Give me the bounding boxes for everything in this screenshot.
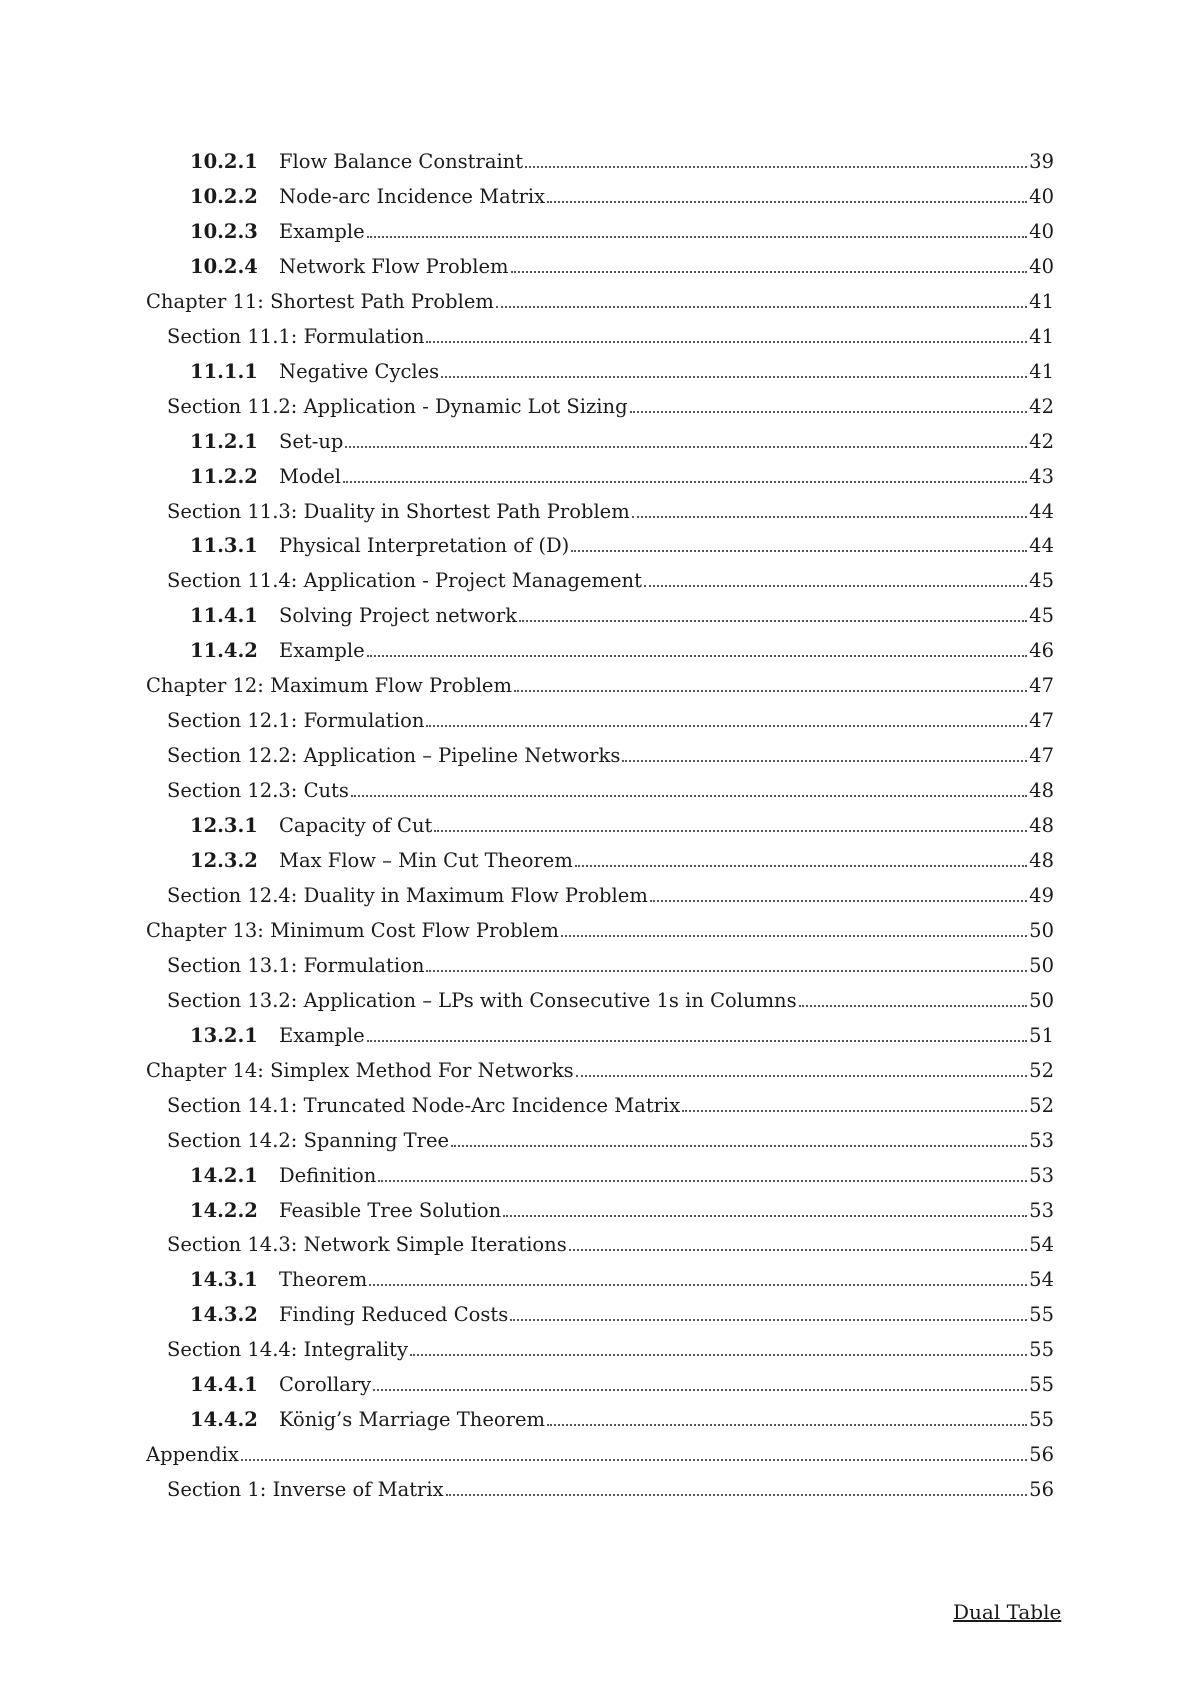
toc-entry-number: 11.2.1	[190, 429, 258, 453]
toc-entry-page-number: 55	[1029, 1408, 1054, 1432]
toc-entry[interactable]	[190, 1014, 1054, 1048]
toc-entry-page-number: 40	[1029, 219, 1054, 243]
toc-entry[interactable]	[167, 1223, 1054, 1257]
toc-entry-title: Example	[279, 639, 365, 663]
dot-leader	[514, 690, 1027, 692]
dot-leader	[682, 1110, 1027, 1112]
toc-entry-title: Section 12.2: Application – Pipeline Networks	[167, 744, 621, 768]
dot-leader	[569, 1249, 1027, 1251]
toc-entry-page-number: 45	[1029, 604, 1054, 628]
toc-entry-number: 11.4.1	[190, 604, 258, 628]
dot-leader	[241, 1459, 1027, 1461]
dot-leader	[799, 1005, 1028, 1007]
dot-leader	[367, 655, 1028, 657]
toc-entry-page-number: 41	[1029, 324, 1054, 348]
toc-entry[interactable]	[190, 1398, 1054, 1432]
dot-leader	[434, 830, 1027, 832]
toc-entry-page-number: 53	[1029, 1128, 1054, 1152]
toc-entry-title: Section 13.2: Application – LPs with Consecutive 1s in Columns	[167, 988, 797, 1012]
toc-entry-number: 14.2.1	[190, 1163, 258, 1187]
toc-entry-number: 10.2.4	[190, 254, 258, 278]
toc-entry-title: Solving Project network	[279, 604, 518, 628]
dot-leader	[576, 1075, 1028, 1077]
dot-leader	[446, 1494, 1028, 1496]
toc-entry-page-number: 40	[1029, 184, 1054, 208]
toc-entry-number: 10.2.2	[190, 184, 258, 208]
toc-entry-title: Section 13.1: Formulation	[167, 953, 425, 977]
toc-entry-title: Section 12.1: Formulation	[167, 709, 425, 733]
toc-entry-number: 11.2.2	[190, 464, 258, 488]
toc-entry-page-number: 41	[1029, 359, 1054, 383]
toc-entry-title: Section 1: Inverse of Matrix	[167, 1478, 444, 1502]
toc-entry-page-number: 40	[1029, 254, 1054, 278]
toc-entry[interactable]	[167, 1084, 1054, 1118]
toc-entry[interactable]	[146, 1433, 1054, 1467]
toc-entry[interactable]	[190, 210, 1054, 244]
dot-leader	[343, 481, 1027, 483]
toc-entry[interactable]	[167, 1119, 1054, 1153]
dual-table-link[interactable]: Dual Table	[953, 1600, 1062, 1624]
toc-entry[interactable]	[190, 804, 1054, 838]
dot-leader	[644, 585, 1027, 587]
toc-entry-title: Appendix	[146, 1443, 239, 1467]
toc-entry-title: Section 11.3: Duality in Shortest Path Problem	[167, 499, 630, 523]
dot-leader	[511, 271, 1028, 273]
dot-leader	[650, 900, 1027, 902]
toc-entry[interactable]	[190, 524, 1054, 558]
toc-entry-title: Finding Reduced Costs	[279, 1303, 509, 1327]
dot-leader	[345, 446, 1027, 448]
toc-entry-page-number: 55	[1029, 1303, 1054, 1327]
toc-entry[interactable]	[146, 664, 1054, 698]
toc-entry[interactable]	[190, 245, 1054, 279]
toc-entry[interactable]	[190, 629, 1054, 663]
toc-entry-page-number: 39	[1029, 150, 1054, 173]
toc-entry-page-number: 42	[1029, 429, 1054, 453]
toc-entry[interactable]	[190, 1154, 1054, 1188]
toc-entry-number: 12.3.2	[190, 849, 258, 872]
toc-entry[interactable]	[167, 559, 1054, 593]
toc-entry[interactable]	[190, 175, 1054, 209]
dot-leader	[547, 201, 1027, 203]
toc-entry-title: Section 12.3: Cuts	[167, 779, 349, 803]
toc-entry-page-number: 55	[1029, 1338, 1054, 1362]
toc-entry-page-number: 51	[1029, 1023, 1054, 1047]
toc-entry[interactable]	[190, 1189, 1054, 1223]
toc-entry-title: Section 11.2: Application - Dynamic Lot Sizing	[167, 394, 628, 418]
toc-entry[interactable]	[190, 140, 1054, 174]
toc-entry[interactable]	[190, 1258, 1054, 1292]
toc-entry-page-number: 46	[1029, 639, 1054, 663]
toc-entry-page-number: 53	[1029, 1163, 1054, 1187]
toc-entry[interactable]	[190, 839, 1054, 873]
toc-entry[interactable]	[167, 490, 1054, 524]
toc-entry-page-number: 48	[1029, 779, 1054, 803]
toc-entry-page-number: 44	[1029, 534, 1054, 558]
toc-entry[interactable]	[146, 280, 1054, 314]
toc-entry[interactable]	[190, 1293, 1054, 1327]
dot-leader	[496, 306, 1027, 308]
toc-entry[interactable]	[146, 909, 1054, 943]
toc-entry-page-number: 48	[1029, 814, 1054, 838]
toc-entry-page-number: 47	[1029, 674, 1054, 698]
toc-entry-page-number: 49	[1029, 883, 1054, 907]
toc-entry-title: Flow Balance Constraint	[279, 150, 524, 173]
toc-entry-number: 14.3.1	[190, 1268, 258, 1292]
toc-entry-title: Physical Interpretation of (D)	[279, 534, 570, 558]
dot-leader	[451, 1145, 1027, 1147]
dot-leader	[525, 166, 1027, 168]
toc-entry[interactable]	[167, 734, 1054, 768]
toc-entry[interactable]	[190, 350, 1054, 384]
toc-entry[interactable]	[167, 385, 1054, 419]
toc-entry-page-number: 50	[1029, 953, 1054, 977]
toc-entry-title: Section 14.2: Spanning Tree	[167, 1128, 450, 1152]
toc-entry-number: 14.4.1	[190, 1373, 258, 1397]
toc-entry-title: Section 14.4: Integrality	[167, 1338, 408, 1362]
toc-entry-page-number: 54	[1029, 1268, 1054, 1292]
toc-entry-number: 11.4.2	[190, 639, 258, 663]
toc-entry-title: Section 14.1: Truncated Node-Arc Incidence Matrix	[167, 1093, 681, 1117]
dot-leader	[510, 1319, 1027, 1321]
toc-entry-page-number: 52	[1029, 1093, 1054, 1117]
toc-entry-page-number: 56	[1029, 1443, 1054, 1467]
toc-entry-page-number: 56	[1029, 1478, 1054, 1502]
toc-entry-page-number: 47	[1029, 744, 1054, 768]
toc-entry-title: Chapter 14: Simplex Method For Networks	[146, 1058, 574, 1082]
toc-entry-title: Model	[279, 464, 341, 488]
toc-entry-number: 14.3.2	[190, 1303, 258, 1327]
toc-entry-number: 10.2.3	[190, 219, 258, 243]
toc-entry-title: Network Flow Problem	[279, 254, 509, 278]
dot-leader	[561, 935, 1027, 937]
toc-entry-title: Example	[279, 219, 365, 243]
toc-entry[interactable]	[167, 1468, 1054, 1502]
toc-entry[interactable]	[167, 944, 1054, 978]
toc-entry-number: 11.3.1	[190, 534, 258, 558]
toc-entry-title: Chapter 11: Shortest Path Problem	[146, 289, 494, 313]
toc-entry-title: Node-arc Incidence Matrix	[279, 184, 546, 208]
dot-leader	[426, 725, 1027, 727]
toc-entry[interactable]	[167, 979, 1054, 1013]
dot-leader	[351, 795, 1027, 797]
toc-entry[interactable]	[190, 455, 1054, 489]
toc-entry-page-number: 54	[1029, 1233, 1054, 1257]
toc-entry[interactable]	[167, 315, 1054, 349]
toc-entry-page-number: 44	[1029, 499, 1054, 523]
toc-entry-title: Set-up	[279, 429, 344, 453]
toc-entry-title: Example	[279, 1023, 365, 1047]
dot-leader	[630, 411, 1028, 413]
toc-entry[interactable]	[167, 874, 1054, 908]
toc-entry-page-number: 41	[1029, 289, 1054, 313]
toc-entry-page-number: 50	[1029, 988, 1054, 1012]
dot-leader	[369, 1284, 1027, 1286]
dot-leader	[367, 1040, 1028, 1042]
toc-entry-title: Capacity of Cut	[279, 814, 433, 838]
dot-leader	[632, 516, 1027, 518]
toc-entry-title: Section 14.3: Network Simple Iterations	[167, 1233, 567, 1257]
toc-entry-title: Feasible Tree Solution	[279, 1198, 502, 1222]
dot-leader	[378, 1180, 1027, 1182]
toc-entry-number: 10.2.1	[190, 150, 258, 173]
toc-entry[interactable]	[190, 1363, 1054, 1397]
toc-entry-title: Corollary	[279, 1373, 372, 1397]
dot-leader	[571, 550, 1027, 552]
toc-entry-number: 13.2.1	[190, 1023, 258, 1047]
toc-entry-title: Section 11.1: Formulation	[167, 324, 425, 348]
toc-entry-title: Section 11.4: Application - Project Management	[167, 569, 642, 593]
toc-entry[interactable]	[190, 594, 1054, 628]
dot-leader	[503, 1215, 1027, 1217]
toc-entry-page-number: 43	[1029, 464, 1054, 488]
toc-entry-number: 14.4.2	[190, 1408, 258, 1432]
dot-leader	[622, 760, 1027, 762]
dot-leader	[367, 236, 1028, 238]
dot-leader	[426, 970, 1027, 972]
toc-entry-number: 11.1.1	[190, 359, 258, 383]
toc-entry[interactable]	[167, 699, 1054, 733]
dot-leader	[441, 376, 1027, 378]
toc-entry-title: Chapter 12: Maximum Flow Problem	[146, 674, 512, 698]
toc-entry[interactable]	[167, 769, 1054, 803]
toc-entry-title: Definition	[279, 1163, 377, 1187]
dot-leader	[373, 1389, 1027, 1391]
dot-leader	[547, 1424, 1027, 1426]
toc-entry-number: 12.3.1	[190, 814, 258, 838]
toc-entry-title: Max Flow – Min Cut Theorem	[279, 849, 573, 872]
toc-entry-page-number: 53	[1029, 1198, 1054, 1222]
toc-entry-title: Theorem	[279, 1268, 368, 1292]
toc-entry[interactable]	[167, 1328, 1054, 1362]
toc-entry-page-number: 50	[1029, 918, 1054, 942]
toc-entry-title: Negative Cycles	[279, 359, 440, 383]
toc-entry-page-number: 42	[1029, 394, 1054, 418]
toc-entry[interactable]	[190, 420, 1054, 454]
toc-entry-page-number: 52	[1029, 1058, 1054, 1082]
toc-entry[interactable]	[146, 1049, 1054, 1083]
toc-entry-page-number: 48	[1029, 849, 1054, 872]
toc-entry-title: Chapter 13: Minimum Cost Flow Problem	[146, 918, 559, 942]
dot-leader	[426, 341, 1027, 343]
toc-entry-title: Section 12.4: Duality in Maximum Flow Problem	[167, 883, 648, 907]
dot-leader	[410, 1354, 1027, 1356]
toc-entry-page-number: 45	[1029, 569, 1054, 593]
toc-entry-number: 14.2.2	[190, 1198, 258, 1222]
dot-leader	[519, 620, 1027, 622]
toc-entry-title: König’s Marriage Theorem	[279, 1408, 545, 1432]
dot-leader	[575, 865, 1027, 867]
toc-entry-page-number: 47	[1029, 709, 1054, 733]
toc-entry-page-number: 55	[1029, 1373, 1054, 1397]
